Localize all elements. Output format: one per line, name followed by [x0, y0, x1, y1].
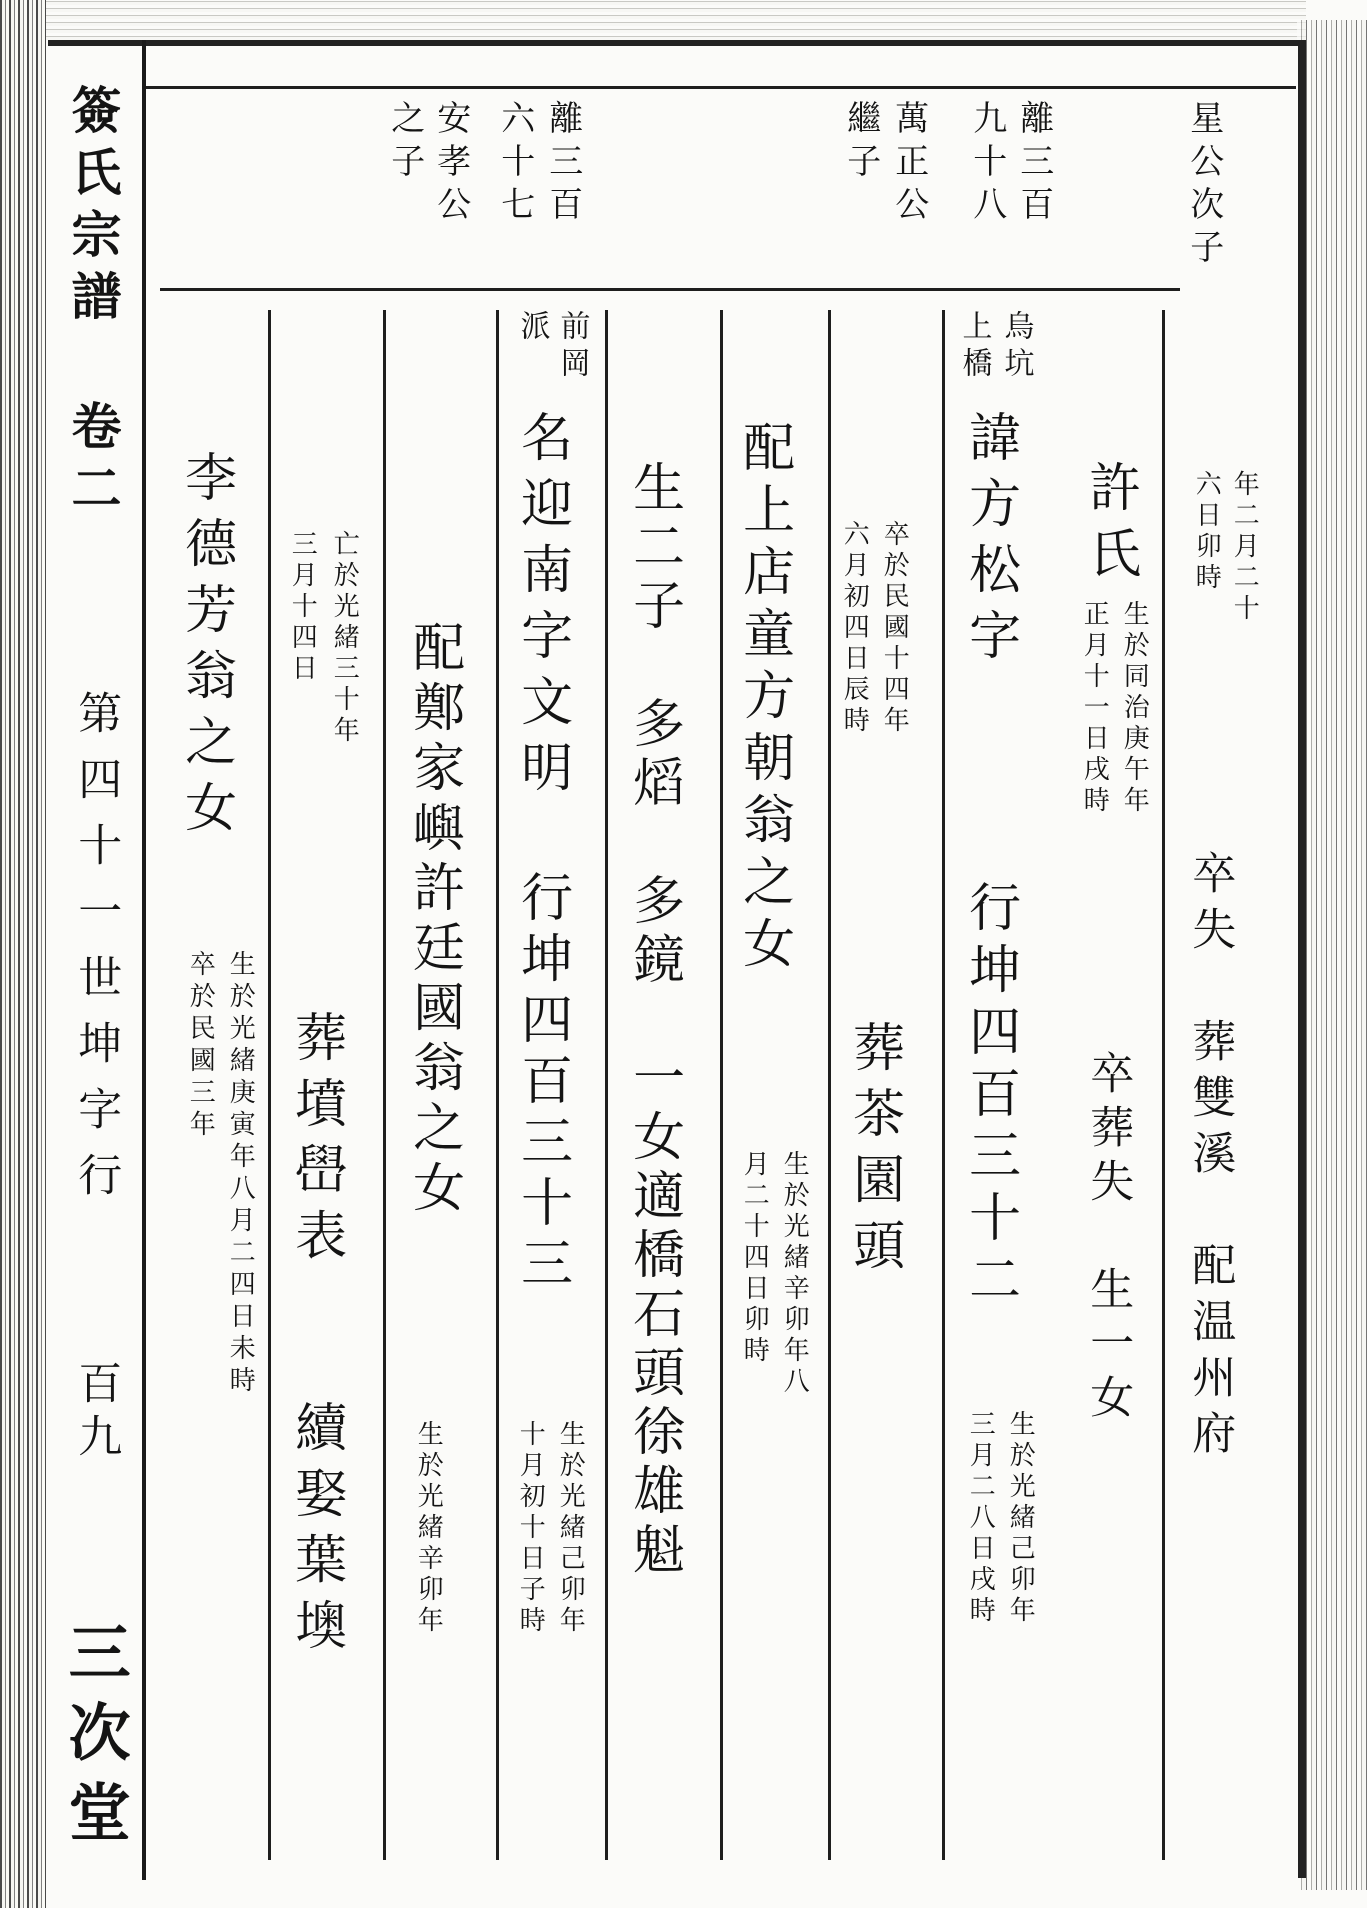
entry-5-spouse: 配上店童方朝翁之女: [733, 420, 794, 978]
page-number: 百九: [70, 1360, 122, 1466]
rule-col: [605, 310, 608, 1860]
header-col-4b: 六十七: [494, 100, 535, 229]
rule-col: [942, 310, 945, 1860]
header-col-5b: 之子: [384, 100, 425, 186]
entry-3-name: 諱方松字: [959, 410, 1020, 674]
entry-2-text: 卒葬失 生一女: [1082, 1050, 1134, 1428]
rule-col: [268, 310, 271, 1860]
generation-label: 第四十一世坤字行: [70, 690, 122, 1218]
header-col-3a: 萬正公: [888, 100, 929, 229]
header-col-2a: 離三百: [1013, 100, 1054, 229]
entry-3-birth-time: 三月二八日戌時: [965, 1410, 996, 1627]
entry-7-birth: 生於光緒己卯年: [555, 1420, 586, 1637]
header-col-2b: 九十八: [966, 100, 1007, 229]
entry-9-death: 亡於光緒三十年: [329, 530, 360, 747]
header-col-1: 星公次子: [1183, 100, 1224, 272]
entry-7-place-2: 派: [514, 310, 550, 347]
entry-4-death: 卒於民國十四年: [879, 520, 910, 737]
rule-header: [160, 288, 1180, 291]
entry-10-death: 卒於民國三年: [185, 950, 216, 1142]
entry-8-birth: 生於光緒辛卯年: [413, 1420, 444, 1637]
volume-label: 卷二: [63, 400, 123, 524]
entry-1-text: 卒失 葬雙溪 配温州府: [1184, 850, 1236, 1466]
entry-10-birth: 生於光緒庚寅年八月二四日未時: [225, 950, 256, 1398]
hall-name: 三次堂: [58, 1620, 132, 1860]
book-spine-edge: [0, 0, 46, 1908]
entry-1-date-cont: 六日卯時: [1191, 470, 1222, 594]
entry-3-place-2: 上橋: [956, 310, 992, 384]
entry-3-birth: 生於光緒己卯年: [1005, 1410, 1036, 1627]
entry-7-name: 名迎南字文明: [511, 410, 572, 806]
rule-top: [146, 86, 1296, 89]
entry-10-spouse: 李德芳翁之女: [175, 450, 236, 846]
entry-7-place-1: 前岡: [554, 310, 590, 384]
entry-8-spouse: 配鄭家嶼許廷國翁之女: [403, 620, 464, 1220]
entry-9-burial: 葬墳嶨表: [285, 1010, 346, 1274]
entry-3-place-1: 烏坑: [998, 310, 1034, 384]
header-col-4a: 離三百: [542, 100, 583, 229]
entry-5-birth: 生於光緒辛卯年八: [779, 1150, 810, 1398]
entry-4-burial: 葬茶園頭: [843, 1020, 904, 1284]
rule-col: [828, 310, 831, 1860]
entry-3-rank: 行坤四百三十二: [959, 880, 1020, 1314]
rule-col: [496, 310, 499, 1860]
entry-5-birth-time: 月二十四日卯時: [739, 1150, 770, 1367]
entry-4-death-time: 六月初四日辰時: [839, 520, 870, 737]
entry-7-birth-time: 十月初十日子時: [515, 1420, 546, 1637]
banxin-strip: [48, 40, 146, 1880]
entry-2-birth-time: 正月十一日戌時: [1079, 600, 1110, 817]
scan-top-edge: [46, 0, 1306, 40]
entry-9-remarriage: 續娶葉墺: [285, 1400, 346, 1664]
header-col-5a: 安孝公: [430, 100, 471, 229]
book-title: 簽氏宗譜: [63, 84, 123, 332]
entry-9-death-date: 三月十四日: [287, 530, 318, 685]
entry-7-rank: 行坤四百三十三: [511, 870, 572, 1297]
entry-6-children: 生二子 多熖 多鏡 一女適橋石頭徐雄魁: [623, 460, 684, 1581]
rule-col: [1162, 310, 1165, 1860]
rule-col: [383, 310, 386, 1860]
header-col-3b: 繼子: [840, 100, 881, 186]
entry-1-date: 年二月二十: [1229, 470, 1260, 625]
scan-right-edge: [1297, 20, 1367, 1890]
entry-2-birth: 生於同治庚午年: [1119, 600, 1150, 817]
entry-2-surname: 許氏: [1079, 460, 1140, 592]
rule-col: [720, 310, 723, 1860]
